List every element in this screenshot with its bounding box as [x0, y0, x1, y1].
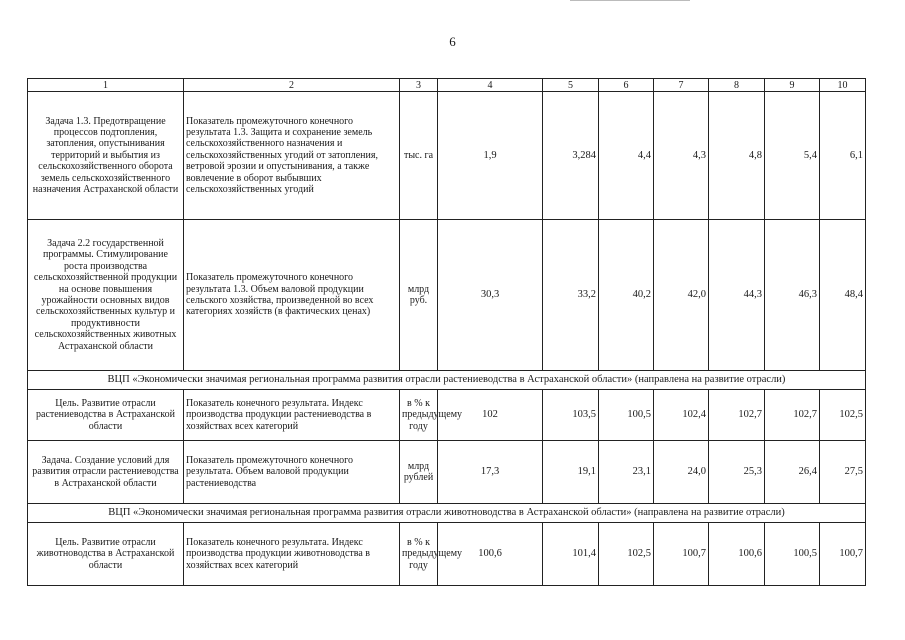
value-cell: 100,7: [820, 523, 866, 586]
value-cell: 100,6: [438, 523, 543, 586]
value-cell: 100,7: [654, 523, 709, 586]
unit-cell: в % к предыдущему году: [400, 523, 438, 586]
value-cell: 102,7: [709, 390, 765, 441]
value-cell: 48,4: [820, 220, 866, 371]
table-row: [28, 390, 866, 441]
value-cell: 27,5: [820, 441, 866, 504]
indicators-table: [27, 78, 866, 586]
value-cell: 25,3: [709, 441, 765, 504]
indicator-cell: Показатель промежуточного конечного результата 1.3. Объем валовой продукции сельского хозяйства, произведенной во всех категориях хозяйств (в фактических ценах): [184, 220, 400, 371]
value-cell: 101,4: [543, 523, 599, 586]
value-cell: 100,6: [709, 523, 765, 586]
column-header: 2: [184, 79, 400, 92]
value-cell: 23,1: [599, 441, 654, 504]
column-header: 5: [543, 79, 599, 92]
column-header: 9: [765, 79, 820, 92]
value-cell: 5,4: [765, 92, 820, 220]
value-cell: 26,4: [765, 441, 820, 504]
value-cell: 100,5: [765, 523, 820, 586]
indicator-cell: Показатель промежуточного конечного результата. Объем валовой продукции растениеводства: [184, 441, 400, 504]
value-cell: 46,3: [765, 220, 820, 371]
page-number: 6: [449, 34, 456, 49]
indicator-cell: Показатель промежуточного конечного результата 1.3. Защита и сохранение земель сельскохозяйственного назначения и сельскохозяйственных угодий от затопления, ветровой эрозии и опустынивания, а также вовлечение в оборот выбывших сельскохозяйственных угодий: [184, 92, 400, 220]
value-cell: 102: [438, 390, 543, 441]
value-cell: 42,0: [654, 220, 709, 371]
table-header-row: [28, 79, 866, 92]
table-row: [28, 92, 866, 220]
value-cell: 102,5: [820, 390, 866, 441]
value-cell: 17,3: [438, 441, 543, 504]
value-cell: 102,4: [654, 390, 709, 441]
task-cell: Задача. Создание условий для развития отрасли растениеводства в Астраханской области: [28, 441, 184, 504]
task-cell: Цель. Развитие отрасли растениеводства в Астраханской области: [28, 390, 184, 441]
column-header: 6: [599, 79, 654, 92]
section-title-crops: ВЦП «Экономически значимая региональная программа развития отрасли растениеводства в Астраханской области» (направлена на развитие отрасли): [28, 371, 866, 390]
section-title-row: [28, 371, 866, 390]
value-cell: 103,5: [543, 390, 599, 441]
value-cell: 19,1: [543, 441, 599, 504]
unit-cell: тыс. га: [400, 92, 438, 220]
value-cell: 4,3: [654, 92, 709, 220]
task-cell: Задача 1.3. Предотвращение процессов подтопления, затопления, опустынивания территорий и выбытия из сельскохозяйственного оборота земель сельскохозяйственного назначения Астраханской области: [28, 92, 184, 220]
column-header: 3: [400, 79, 438, 92]
table-row: [28, 523, 866, 586]
value-cell: 33,2: [543, 220, 599, 371]
section-title-livestock: ВЦП «Экономически значимая региональная программа развития отрасли животноводства в Астраханской области» (направлена на развитие отрасли): [28, 504, 866, 523]
value-cell: 100,5: [599, 390, 654, 441]
column-header: 1: [28, 79, 184, 92]
column-header: 4: [438, 79, 543, 92]
value-cell: 102,7: [765, 390, 820, 441]
value-cell: 44,3: [709, 220, 765, 371]
indicator-cell: Показатель конечного результата. Индекс производства продукции животноводства в хозяйствах всех категорий: [184, 523, 400, 586]
value-cell: 4,8: [709, 92, 765, 220]
column-header: 8: [709, 79, 765, 92]
column-header: 10: [820, 79, 866, 92]
column-header: 7: [654, 79, 709, 92]
unit-cell: млрд руб.: [400, 220, 438, 371]
indicator-cell: Показатель конечного результата. Индекс производства продукции растениеводства в хозяйствах всех категорий: [184, 390, 400, 441]
value-cell: 4,4: [599, 92, 654, 220]
task-cell: Цель. Развитие отрасли животноводства в Астраханской области: [28, 523, 184, 586]
task-cell: Задача 2.2 государственной программы. Стимулирование роста производства сельскохозяйственной продукции на основе повышения урожайности основных видов сельскохозяйственных культур и продуктивности сельскохозяйственных животных Астраханской области: [28, 220, 184, 371]
table-row: [28, 441, 866, 504]
value-cell: 40,2: [599, 220, 654, 371]
value-cell: 6,1: [820, 92, 866, 220]
section-title-row: [28, 504, 866, 523]
table-row: [28, 220, 866, 371]
top-scan-mark: [570, 0, 690, 3]
value-cell: 3,284: [543, 92, 599, 220]
value-cell: 24,0: [654, 441, 709, 504]
unit-cell: в % к предыдущему году: [400, 390, 438, 441]
value-cell: 102,5: [599, 523, 654, 586]
value-cell: 30,3: [438, 220, 543, 371]
value-cell: 1,9: [438, 92, 543, 220]
unit-cell: млрд рублей: [400, 441, 438, 504]
